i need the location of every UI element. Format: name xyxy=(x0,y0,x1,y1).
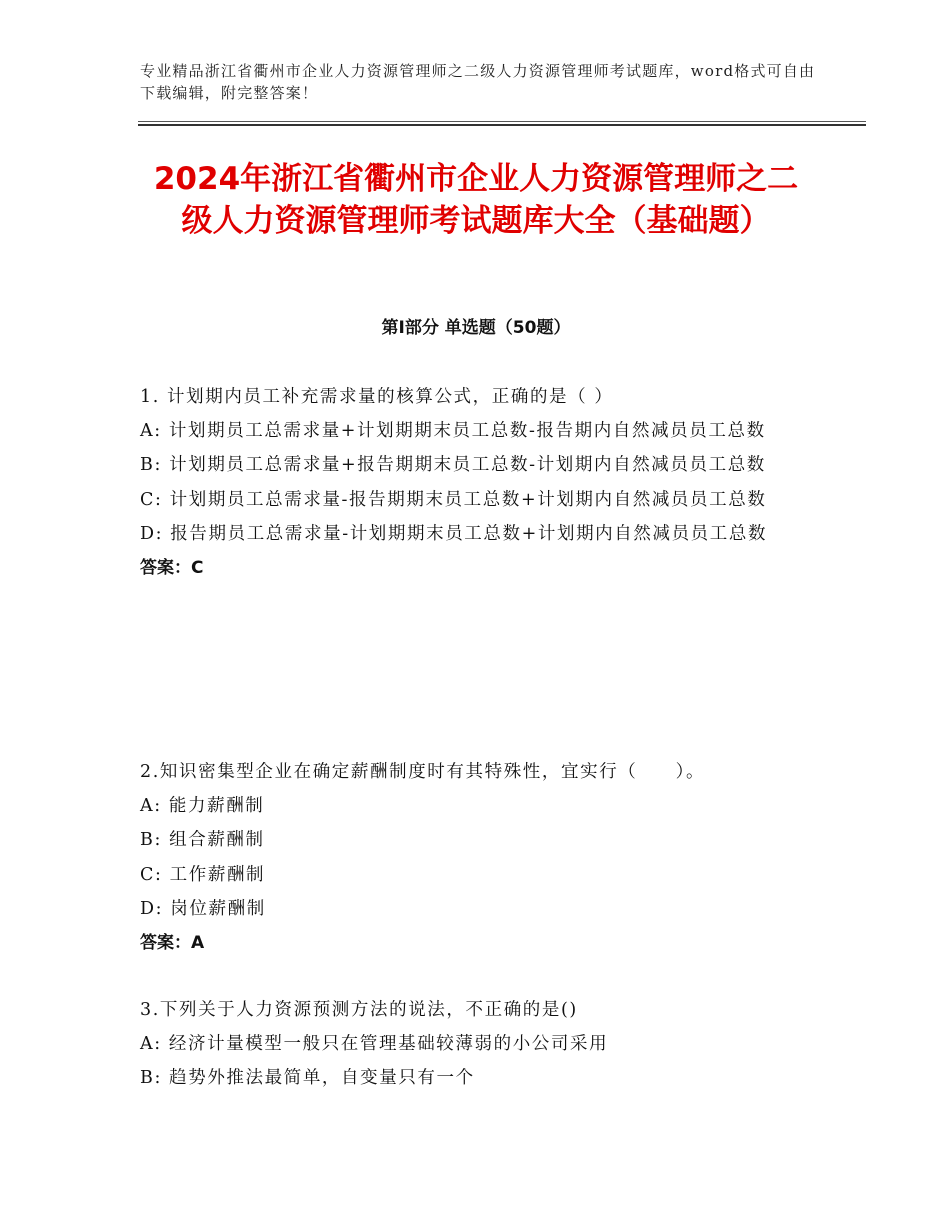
document-title: 2024年浙江省衢州市企业人力资源管理师之二级人力资源管理师考试题库大全（基础题） xyxy=(153,161,799,239)
question-2 xyxy=(140,755,820,960)
option-c: C: 计划期员工总需求量-报告期期末员工总数+计划期内自然减员员工总数 xyxy=(140,489,767,510)
header-divider xyxy=(138,121,866,122)
option-b: B: 趋势外推法最简单，自变量只有一个 xyxy=(140,1068,475,1089)
answer: 答案：A xyxy=(140,933,205,954)
question-stem: 1. 计划期内员工补充需求量的核算公式，正确的是（ ） xyxy=(140,387,614,407)
question-stem: 2.知识密集型企业在确定薪酬制度时有其特殊性，宜实行（ ）。 xyxy=(140,762,706,782)
option-a: A: 计划期员工总需求量+计划期期末员工总数-报告期内自然减员员工总数 xyxy=(140,421,766,442)
header-note: 专业精品浙江省衢州市企业人力资源管理师之二级人力资源管理师考试题库，word格式可自由下载编辑，附完整答案！ xyxy=(140,62,816,102)
option-d: D: 报告期员工总需求量-计划期期末员工总数+计划期内自然减员员工总数 xyxy=(140,523,768,544)
question-1 xyxy=(140,380,820,585)
option-a: A: 经济计量模型一般只在管理基础较薄弱的小公司采用 xyxy=(140,1034,609,1055)
option-c: C: 工作薪酬制 xyxy=(140,864,266,885)
option-b: B: 组合薪酬制 xyxy=(140,830,265,851)
answer: 答案：C xyxy=(140,558,204,579)
header-divider-thick xyxy=(138,124,866,126)
option-b: B: 计划期员工总需求量+报告期期末员工总数-计划期内自然减员员工总数 xyxy=(140,455,766,476)
section-heading: 第Ⅰ部分 单选题（50题） xyxy=(381,318,571,338)
question-stem: 3.下列关于人力资源预测方法的说法，不正确的是() xyxy=(140,1000,578,1020)
question-3 xyxy=(140,993,820,1096)
option-a: A: 能力薪酬制 xyxy=(140,796,265,817)
option-d: D: 岗位薪酬制 xyxy=(140,898,266,919)
